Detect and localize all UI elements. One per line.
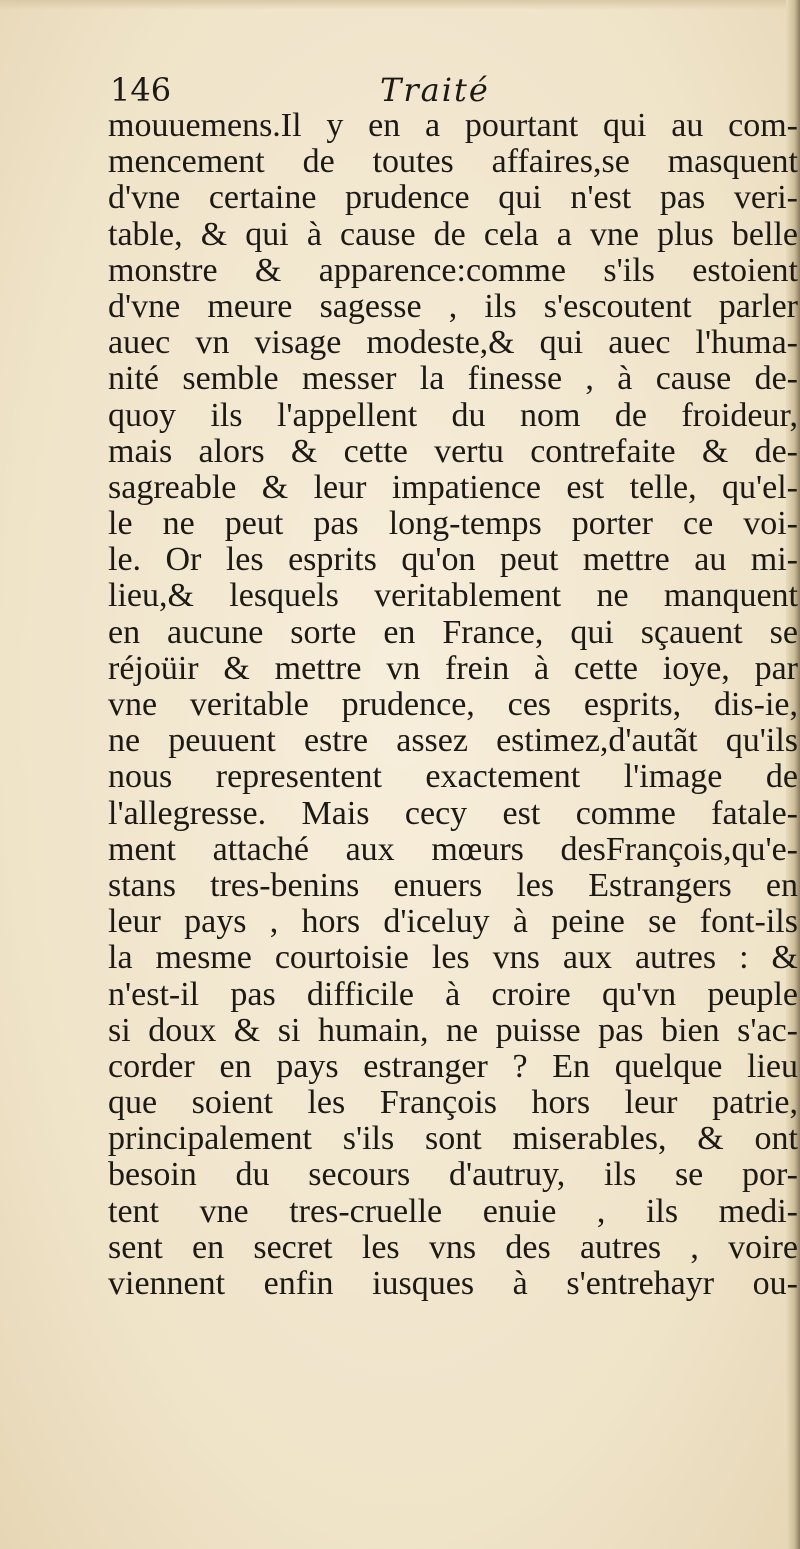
text-line: vne veritable prudence, ces esprits, dis-ie, [108,686,798,723]
text-line: n'est-il pas difficile à croire qu'vn peuple [108,975,798,1013]
text-line: mouuemens.Il y en a pourtant qui au com- [108,107,798,144]
text-line: tent vne tres-cruelle enuie , ils medi- [108,1192,798,1230]
text-line: d'vne certaine prudence qui n'est pas veri- [108,179,798,217]
text-line: auec vn visage modeste,& qui auec l'huma- [108,324,798,362]
text-line: si doux & si humain, ne puisse pas bien s'ac- [108,1011,798,1049]
body-text [108,108,798,1302]
text-line: sent en secret les vns des autres , voire [108,1228,798,1266]
text-line: principalement s'ils sont miserables, & ont [108,1120,798,1158]
text-line: l'allegresse. Mais cecy est comme fatale- [108,794,798,832]
text-line: mais alors & cette vertu contrefaite & de- [108,432,798,470]
text-line: que soient les François hors leur patrie, [108,1084,798,1122]
text-line: nité semble messer la finesse , à cause de- [108,360,798,398]
text-line: la mesme courtoisie les vns aux autres : & [108,939,798,977]
running-title: Traité [380,71,490,109]
text-line: en aucune sorte en France, qui sçauent se [108,613,798,651]
text-line: mencement de toutes affaires,se masquent [108,143,798,181]
text-line: table, & qui à cause de cela a vne plus belle [108,215,798,253]
text-line: nous representent exactement l'image de [108,758,798,796]
page-number: 146 [110,71,172,109]
text-line: stans tres-benins enuers les Estrangers en [108,866,798,904]
text-line: viennent enfin iusques à s'entrehayr ou- [108,1265,798,1302]
text-line: leur pays , hors d'iceluy à peine se font-ils [108,903,798,941]
text-line: quoy ils l'appellent du nom de froideur, [108,396,798,434]
text-line: sagreable & leur impatience est telle, qu'el- [108,468,798,506]
text-line: le ne peut pas long-temps porter ce voi- [108,505,798,543]
text-line: ne peuuent estre assez estimez,d'autãt qu'ils [108,722,798,760]
text-line: corder en pays estranger ? En quelque lieu [108,1047,798,1085]
text-line: réjoüir & mettre vn frein à cette ioye, par [108,649,798,687]
text-line: monstre & apparence:comme s'ils estoient [108,251,798,289]
page-header [110,70,760,110]
text-line: ment attaché aux mœurs desFrançois,qu'e- [108,830,798,868]
text-line: besoin du secours d'autruy, ils se por- [108,1156,798,1194]
text-line: le. Or les esprits qu'on peut mettre au mi- [108,541,798,579]
page-top-edge [0,0,800,10]
text-line: d'vne meure sagesse , ils s'escoutent parler [108,287,798,325]
text-line: lieu,& lesquels veritablement ne manquent [108,577,798,615]
